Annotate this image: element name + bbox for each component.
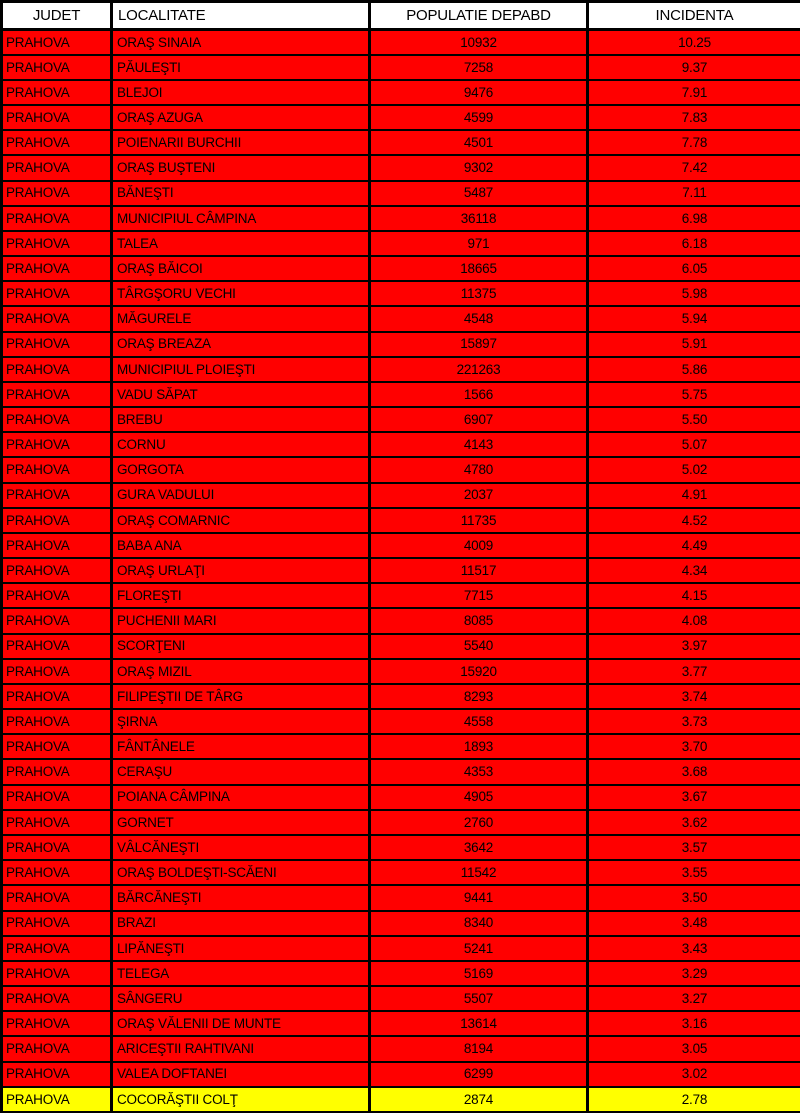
judet-cell: PRAHOVA — [2, 1011, 112, 1036]
judet-cell: PRAHOVA — [2, 105, 112, 130]
incidenta-cell: 3.77 — [588, 659, 800, 684]
table-row — [2, 281, 800, 306]
table-row — [2, 533, 800, 558]
table-row — [2, 1011, 800, 1036]
judet-cell: PRAHOVA — [2, 432, 112, 457]
populatie-cell: 4905 — [370, 785, 588, 810]
judet-cell: PRAHOVA — [2, 810, 112, 835]
incidenta-cell: 3.73 — [588, 709, 800, 734]
judet-cell: PRAHOVA — [2, 961, 112, 986]
localitate-cell: ŞIRNA — [112, 709, 370, 734]
incidenta-cell: 6.98 — [588, 206, 800, 231]
populatie-cell: 9441 — [370, 885, 588, 910]
incidenta-cell: 3.62 — [588, 810, 800, 835]
incidenta-cell: 4.91 — [588, 483, 800, 508]
populatie-cell: 8340 — [370, 911, 588, 936]
table-row — [2, 457, 800, 482]
incidenta-cell: 5.94 — [588, 306, 800, 331]
table-row — [2, 55, 800, 80]
judet-cell: PRAHOVA — [2, 885, 112, 910]
table-row — [2, 885, 800, 910]
localitate-cell: PĂULEŞTI — [112, 55, 370, 80]
incidenta-cell: 3.27 — [588, 986, 800, 1011]
populatie-cell: 7715 — [370, 583, 588, 608]
incidenta-cell: 3.43 — [588, 936, 800, 961]
header-row — [2, 2, 800, 30]
incidenta-cell: 7.11 — [588, 181, 800, 206]
localitate-cell: BRAZI — [112, 911, 370, 936]
incidenta-cell: 3.48 — [588, 911, 800, 936]
populatie-cell: 4143 — [370, 432, 588, 457]
populatie-cell: 8085 — [370, 608, 588, 633]
judet-cell: PRAHOVA — [2, 734, 112, 759]
table-body — [2, 30, 800, 1113]
table-row — [2, 332, 800, 357]
populatie-cell: 8293 — [370, 684, 588, 709]
localitate-cell: VALEA DOFTANEI — [112, 1062, 370, 1087]
localitate-cell: MUNICIPIUL PLOIEŞTI — [112, 357, 370, 382]
localitate-cell: ORAŞ COMARNIC — [112, 508, 370, 533]
populatie-cell: 2760 — [370, 810, 588, 835]
localitate-cell: POIANA CÂMPINA — [112, 785, 370, 810]
localitate-cell: ORAŞ BUŞTENI — [112, 155, 370, 180]
column-header-populatie-depabd: POPULATIE DEPABD — [370, 2, 588, 30]
table-row — [2, 810, 800, 835]
localitate-cell: FILIPEŞTII DE TÂRG — [112, 684, 370, 709]
incidenta-cell: 2.78 — [588, 1087, 800, 1112]
localitate-cell: ARICEŞTII RAHTIVANI — [112, 1036, 370, 1061]
populatie-cell: 18665 — [370, 256, 588, 281]
populatie-cell: 5169 — [370, 961, 588, 986]
table-row — [2, 1062, 800, 1087]
localitate-cell: ORAŞ VĂLENII DE MUNTE — [112, 1011, 370, 1036]
table-row — [2, 231, 800, 256]
table-row — [2, 936, 800, 961]
table-row — [2, 483, 800, 508]
table-row — [2, 1036, 800, 1061]
table-row — [2, 734, 800, 759]
localitate-cell: POIENARII BURCHII — [112, 130, 370, 155]
localitate-cell: TÂRGŞORU VECHI — [112, 281, 370, 306]
table-row — [2, 80, 800, 105]
judet-cell: PRAHOVA — [2, 357, 112, 382]
localitate-cell: VADU SĂPAT — [112, 382, 370, 407]
table-row — [2, 306, 800, 331]
table-row — [2, 759, 800, 784]
localitate-cell: BABA ANA — [112, 533, 370, 558]
incidenta-cell: 4.52 — [588, 508, 800, 533]
incidenta-cell: 6.05 — [588, 256, 800, 281]
populatie-cell: 4353 — [370, 759, 588, 784]
table-row — [2, 911, 800, 936]
incidenta-cell: 4.34 — [588, 558, 800, 583]
judet-cell: PRAHOVA — [2, 936, 112, 961]
incidenta-cell: 7.78 — [588, 130, 800, 155]
incidenta-cell: 3.50 — [588, 885, 800, 910]
table-row — [2, 206, 800, 231]
judet-cell: PRAHOVA — [2, 759, 112, 784]
column-header-incidenta: INCIDENTA — [588, 2, 800, 30]
table-row — [2, 608, 800, 633]
judet-cell: PRAHOVA — [2, 155, 112, 180]
incidenta-cell: 4.15 — [588, 583, 800, 608]
localitate-cell: BĂNEŞTI — [112, 181, 370, 206]
table-row — [2, 357, 800, 382]
judet-cell: PRAHOVA — [2, 281, 112, 306]
judet-cell: PRAHOVA — [2, 911, 112, 936]
localitate-cell: BLEJOI — [112, 80, 370, 105]
localitate-cell: CORNU — [112, 432, 370, 457]
incidenta-cell: 5.07 — [588, 432, 800, 457]
judet-cell: PRAHOVA — [2, 55, 112, 80]
incidenta-cell: 5.75 — [588, 382, 800, 407]
table-row — [2, 986, 800, 1011]
table-row — [2, 659, 800, 684]
incidenta-cell: 3.16 — [588, 1011, 800, 1036]
populatie-cell: 4501 — [370, 130, 588, 155]
judet-cell: PRAHOVA — [2, 306, 112, 331]
localitate-cell: FLOREŞTI — [112, 583, 370, 608]
populatie-cell: 11375 — [370, 281, 588, 306]
table-header — [2, 2, 800, 30]
populatie-cell: 11542 — [370, 860, 588, 885]
localitate-cell: FÂNTÂNELE — [112, 734, 370, 759]
judet-cell: PRAHOVA — [2, 206, 112, 231]
localitate-cell: BREBU — [112, 407, 370, 432]
incidenta-cell: 3.57 — [588, 835, 800, 860]
localitate-cell: ORAŞ BREAZA — [112, 332, 370, 357]
localitate-cell: PUCHENII MARI — [112, 608, 370, 633]
table-row — [2, 634, 800, 659]
table-row — [2, 105, 800, 130]
table-row — [2, 558, 800, 583]
populatie-cell: 13614 — [370, 1011, 588, 1036]
judet-cell: PRAHOVA — [2, 1087, 112, 1112]
table-row — [2, 407, 800, 432]
incidenta-cell: 3.97 — [588, 634, 800, 659]
populatie-cell: 15920 — [370, 659, 588, 684]
judet-cell: PRAHOVA — [2, 30, 112, 55]
table-row — [2, 785, 800, 810]
localitate-cell: TELEGA — [112, 961, 370, 986]
populatie-cell: 2874 — [370, 1087, 588, 1112]
localitate-cell: COCORĂŞTII COLŢ — [112, 1087, 370, 1112]
populatie-cell: 11517 — [370, 558, 588, 583]
judet-cell: PRAHOVA — [2, 181, 112, 206]
incidenta-cell: 6.18 — [588, 231, 800, 256]
populatie-cell: 15897 — [370, 332, 588, 357]
populatie-cell: 7258 — [370, 55, 588, 80]
populatie-cell: 8194 — [370, 1036, 588, 1061]
populatie-cell: 4558 — [370, 709, 588, 734]
incidenta-cell: 7.83 — [588, 105, 800, 130]
populatie-cell: 1566 — [370, 382, 588, 407]
populatie-cell: 4599 — [370, 105, 588, 130]
localitate-cell: SCORŢENI — [112, 634, 370, 659]
localitate-cell: CERAŞU — [112, 759, 370, 784]
judet-cell: PRAHOVA — [2, 684, 112, 709]
incidenta-cell: 3.55 — [588, 860, 800, 885]
populatie-cell: 9476 — [370, 80, 588, 105]
judet-cell: PRAHOVA — [2, 634, 112, 659]
judet-cell: PRAHOVA — [2, 256, 112, 281]
localitate-cell: GORGOTA — [112, 457, 370, 482]
incidenta-cell: 3.74 — [588, 684, 800, 709]
localitate-cell: ORAŞ MIZIL — [112, 659, 370, 684]
table-row — [2, 860, 800, 885]
localitate-cell: ORAŞ SINAIA — [112, 30, 370, 55]
localitate-cell: GURA VADULUI — [112, 483, 370, 508]
judet-cell: PRAHOVA — [2, 457, 112, 482]
populatie-cell: 1893 — [370, 734, 588, 759]
populatie-cell: 5540 — [370, 634, 588, 659]
table-row — [2, 432, 800, 457]
incidenta-cell: 5.02 — [588, 457, 800, 482]
judet-cell: PRAHOVA — [2, 558, 112, 583]
incidenta-cell: 3.68 — [588, 759, 800, 784]
localitate-cell: BĂRCĂNEŞTI — [112, 885, 370, 910]
judet-cell: PRAHOVA — [2, 785, 112, 810]
populatie-cell: 3642 — [370, 835, 588, 860]
populatie-cell: 6299 — [370, 1062, 588, 1087]
incidenta-cell: 3.70 — [588, 734, 800, 759]
localitate-cell: SÂNGERU — [112, 986, 370, 1011]
judet-cell: PRAHOVA — [2, 231, 112, 256]
localitate-cell: MĂGURELE — [112, 306, 370, 331]
populatie-cell: 221263 — [370, 357, 588, 382]
judet-cell: PRAHOVA — [2, 508, 112, 533]
judet-cell: PRAHOVA — [2, 80, 112, 105]
populatie-cell: 5507 — [370, 986, 588, 1011]
table-row — [2, 508, 800, 533]
localitate-cell: MUNICIPIUL CÂMPINA — [112, 206, 370, 231]
judet-cell: PRAHOVA — [2, 1062, 112, 1087]
populatie-cell: 971 — [370, 231, 588, 256]
incidenta-cell: 10.25 — [588, 30, 800, 55]
judet-cell: PRAHOVA — [2, 659, 112, 684]
incidenta-cell: 3.67 — [588, 785, 800, 810]
localitate-cell: TALEA — [112, 231, 370, 256]
table-row — [2, 835, 800, 860]
localitate-cell: LIPĂNEŞTI — [112, 936, 370, 961]
populatie-cell: 6907 — [370, 407, 588, 432]
incidenta-cell: 5.91 — [588, 332, 800, 357]
populatie-cell: 4009 — [370, 533, 588, 558]
judet-cell: PRAHOVA — [2, 382, 112, 407]
incidenta-cell: 4.08 — [588, 608, 800, 633]
judet-cell: PRAHOVA — [2, 533, 112, 558]
judet-cell: PRAHOVA — [2, 608, 112, 633]
incidenta-cell: 3.29 — [588, 961, 800, 986]
table-row — [2, 583, 800, 608]
judet-cell: PRAHOVA — [2, 407, 112, 432]
incidenta-cell: 3.05 — [588, 1036, 800, 1061]
populatie-cell: 4548 — [370, 306, 588, 331]
incidenta-cell: 7.91 — [588, 80, 800, 105]
incidenta-cell: 7.42 — [588, 155, 800, 180]
table-row — [2, 961, 800, 986]
table-row — [2, 181, 800, 206]
localitate-cell: GORNET — [112, 810, 370, 835]
incidenta-cell: 5.98 — [588, 281, 800, 306]
judet-cell: PRAHOVA — [2, 986, 112, 1011]
localitate-cell: VÂLCĂNEŞTI — [112, 835, 370, 860]
judet-cell: PRAHOVA — [2, 1036, 112, 1061]
judet-cell: PRAHOVA — [2, 130, 112, 155]
table-row — [2, 709, 800, 734]
populatie-cell: 4780 — [370, 457, 588, 482]
incidenta-cell: 3.02 — [588, 1062, 800, 1087]
table-row — [2, 382, 800, 407]
judet-cell: PRAHOVA — [2, 709, 112, 734]
table-row — [2, 684, 800, 709]
localitate-cell: ORAŞ BĂICOI — [112, 256, 370, 281]
incidenta-cell: 4.49 — [588, 533, 800, 558]
judet-cell: PRAHOVA — [2, 860, 112, 885]
localitate-cell: ORAŞ AZUGA — [112, 105, 370, 130]
table-row — [2, 1087, 800, 1112]
judet-cell: PRAHOVA — [2, 483, 112, 508]
column-header-judet: JUDET — [2, 2, 112, 30]
table-row — [2, 130, 800, 155]
populatie-cell: 10932 — [370, 30, 588, 55]
populatie-cell: 2037 — [370, 483, 588, 508]
populatie-cell: 9302 — [370, 155, 588, 180]
table-row — [2, 155, 800, 180]
populatie-cell: 5241 — [370, 936, 588, 961]
incidenta-cell: 9.37 — [588, 55, 800, 80]
localitate-cell: ORAŞ URLAŢI — [112, 558, 370, 583]
column-header-localitate: LOCALITATE — [112, 2, 370, 30]
localitate-cell: ORAŞ BOLDEŞTI-SCĂENI — [112, 860, 370, 885]
populatie-cell: 11735 — [370, 508, 588, 533]
populatie-cell: 5487 — [370, 181, 588, 206]
judet-cell: PRAHOVA — [2, 583, 112, 608]
populatie-cell: 36118 — [370, 206, 588, 231]
table-row — [2, 30, 800, 55]
incidenta-cell: 5.50 — [588, 407, 800, 432]
judet-cell: PRAHOVA — [2, 332, 112, 357]
table-row — [2, 256, 800, 281]
judet-cell: PRAHOVA — [2, 835, 112, 860]
incidenta-cell: 5.86 — [588, 357, 800, 382]
